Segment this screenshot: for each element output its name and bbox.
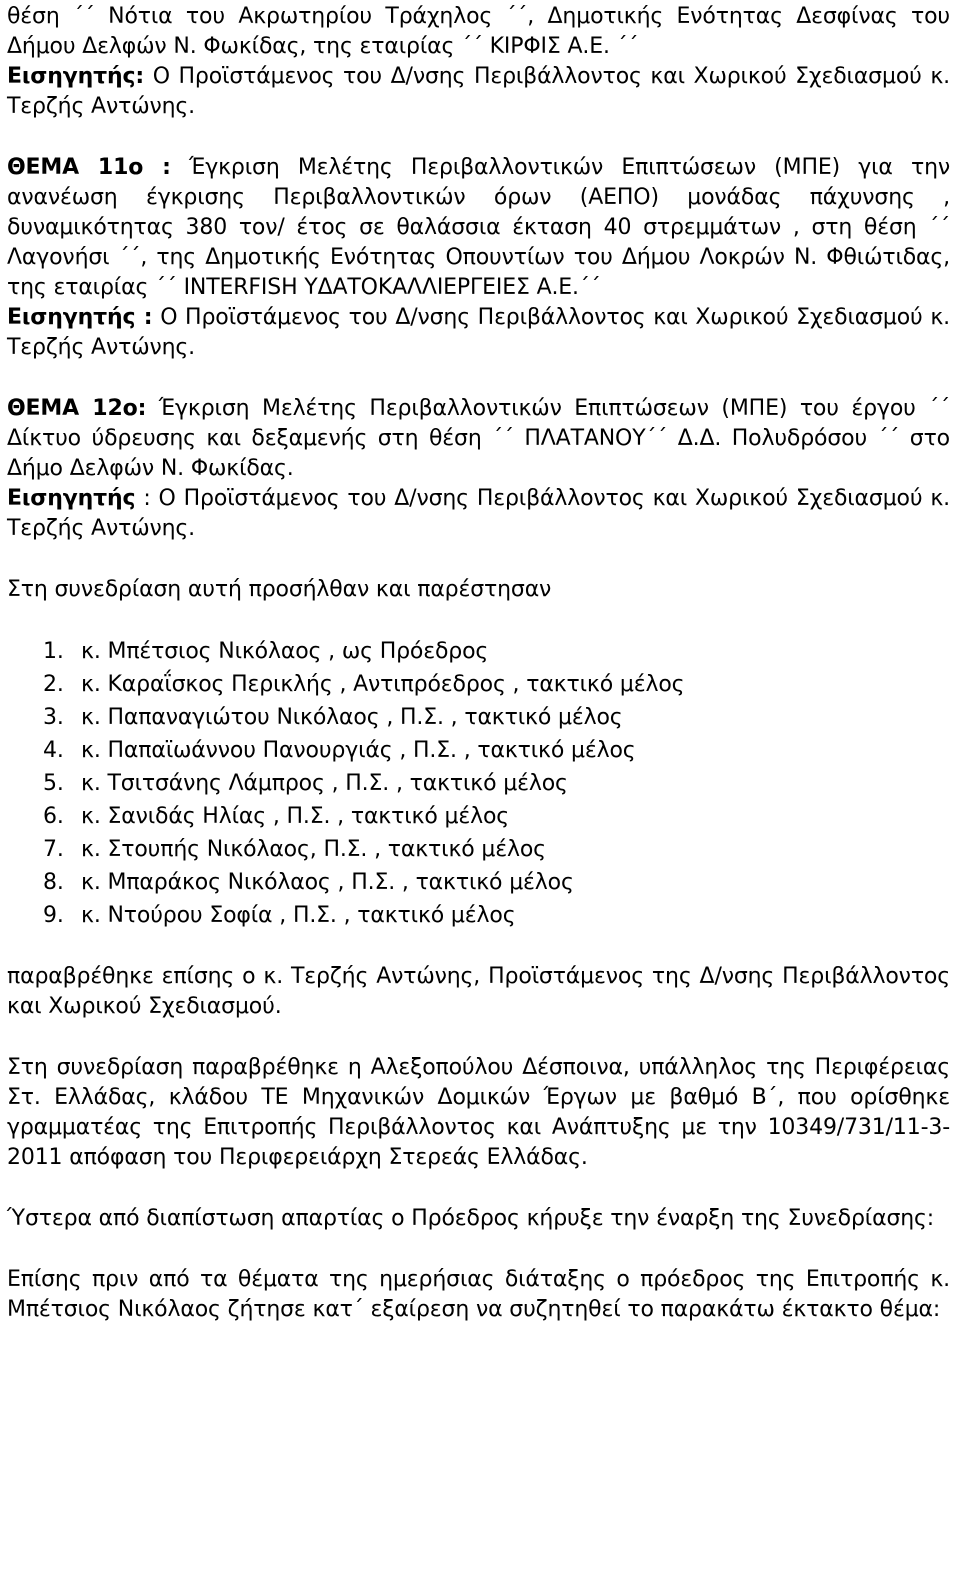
topic-11-text: Έγκριση Μελέτης Περιβαλλοντικών Επιπτώσεων (ΜΠΕ) για την ανανέωση έγκρισης Περιβαλλοντικών όρων (ΑΕΠΟ) μονάδας πάχυνσης , δυναμικότητας 380 τον/ έτος σε θαλάσσια έκταση 40 στρεμμάτων , στη θέση ΄΄ Λαγονήσι ΄΄, της Δημοτικής Ενότητας Οπουντίων του Δήμου Λοκρών Ν. Φθιώτιδας, της εταιρίας ΄΄ INTERFISH ΥΔΑΤΟΚΑΛΛΙΕΡΓΕΙΕΣ Α.Ε.΄΄: [7, 155, 951, 300]
list-item: [43, 866, 950, 899]
topic-12-rapporteur: [7, 484, 950, 544]
list-item-text: κ. Μπαράκος Νικόλαος , Π.Σ. , τακτικό μέλος: [81, 870, 574, 895]
topic-11-rapporteur-text: Ο Προϊστάμενος του Δ/νσης Περιβάλλοντος και Χωρικού Σχεδιασμού κ. Τερζής Αντώνης.: [7, 305, 951, 360]
attendance-intro: Στη συνεδρίαση αυτή προσήλθαν και παρέστησαν: [7, 577, 552, 602]
list-item-text: κ. Ντούρου Σοφία , Π.Σ. , τακτικό μέλος: [81, 903, 516, 928]
list-item-number: 6.: [43, 804, 64, 829]
list-item-text: κ. Στουπής Νικόλαος, Π.Σ. , τακτικό μέλος: [81, 837, 546, 862]
list-item-number: 2.: [43, 672, 64, 697]
list-item-text: κ. Σανιδάς Ηλίας , Π.Σ. , τακτικό μέλος: [81, 804, 510, 829]
topic-11-label: ΘΕΜΑ 11ο :: [7, 155, 171, 180]
topic-12: [7, 394, 950, 484]
list-item-number: 3.: [43, 705, 64, 730]
list-item-text: κ. Μπέτσιος Νικόλαος , ως Πρόεδρος: [81, 639, 489, 664]
topic-11: [7, 153, 950, 303]
list-item-number: 4.: [43, 738, 64, 763]
list-item-text: κ. Τσιτσάνης Λάμπρος , Π.Σ. , τακτικό μέλος: [81, 771, 568, 796]
list-item-number: 5.: [43, 771, 64, 796]
intro-rapporteur-text: Ο Προϊστάμενος του Δ/νσης Περιβάλλοντος και Χωρικού Σχεδιασμού κ. Τερζής Αντώνης.: [7, 64, 951, 119]
topic-11-rapporteur: [7, 303, 950, 363]
intro-rapporteur: [7, 62, 950, 122]
list-item-number: 1.: [43, 639, 64, 664]
list-item-number: 8.: [43, 870, 64, 895]
members-list: [7, 635, 950, 932]
list-item-number: 9.: [43, 903, 64, 928]
topic-12-text: Έγκριση Μελέτης Περιβαλλοντικών Επιπτώσεων (ΜΠΕ) του έργου ΄΄ Δίκτυο ύδρευσης και δεξαμενής στη θέση ΄΄ ΠΛΑΤΑΝΟΥ΄΄ Δ.Δ. Πολυδρόσου ΄΄ στο Δήμο Δελφών Ν. Φωκίδας.: [7, 396, 950, 481]
extraordinary-topic-text: Επίσης πριν από τα θέματα της ημερήσιας διάταξης ο πρόεδρος της Επιτροπής κ. Μπέτσιος Νικόλαος ζήτησε κατ΄ εξαίρεση να συζητηθεί το παρακάτω έκτακτο θέμα:: [7, 1267, 950, 1322]
intro-location-text: θέση ΄΄ Νότια του Ακρωτηρίου Τράχηλος ΄΄, Δημοτικής Ενότητας Δεσφίνας του Δήμου Δελφών Ν. Φωκίδας, της εταιρίας ΄΄ ΚΙΡΦΙΣ Α.Ε. ΄΄: [7, 4, 950, 59]
list-item: [43, 635, 950, 668]
list-item-text: κ. Καραΐσκος Περικλής , Αντιπρόεδρος , τακτικό μέλος: [81, 672, 685, 697]
list-item: [43, 668, 950, 701]
also-present-text: παραβρέθηκε επίσης ο κ. Τερζής Αντώνης, Προϊστάμενος της Δ/νσης Περιβάλλοντος και Χωρικού Σχεδιασμού.: [7, 964, 950, 1019]
list-item-number: 7.: [43, 837, 64, 862]
topic-12-label: ΘΕΜΑ 12ο:: [7, 396, 147, 421]
list-item: [43, 800, 950, 833]
quorum-text: Ύστερα από διαπίστωση απαρτίας ο Πρόεδρος κήρυξε την έναρξη της Συνεδρίασης:: [7, 1206, 935, 1231]
list-item-text: κ. Παπαϊωάννου Πανουργιάς , Π.Σ. , τακτικό μέλος: [81, 738, 636, 763]
topic-11-rapporteur-label: Εισηγητής :: [7, 305, 153, 330]
topic-12-rapporteur-label: Εισηγητής: [7, 486, 136, 511]
list-item: [43, 734, 950, 767]
intro-rapporteur-label: Εισηγητής:: [7, 64, 145, 89]
secretary-text: Στη συνεδρίαση παραβρέθηκε η Αλεξοπούλου Δέσποινα, υπάλληλος της Περιφέρειας Στ. Ελλάδας, κλάδου ΤΕ Μηχανικών Δομικών Έργων με βαθμό Β΄, που ορίσθηκε γραμματέας της Επιτροπής Περιβάλλοντος και Ανάπτυξης με την 10349/731/11-3-2011 απόφαση του Περιφερειάρχη Στερεάς Ελλάδας.: [7, 1055, 950, 1170]
list-item: [43, 899, 950, 932]
list-item: [43, 767, 950, 800]
list-item: [43, 833, 950, 866]
list-item-text: κ. Παπαναγιώτου Νικόλαος , Π.Σ. , τακτικό μέλος: [81, 705, 623, 730]
list-item: [43, 701, 950, 734]
topic-12-rapporteur-text: : Ο Προϊστάμενος του Δ/νσης Περιβάλλοντος και Χωρικού Σχεδιασμού κ. Τερζής Αντώνης.: [7, 486, 951, 541]
